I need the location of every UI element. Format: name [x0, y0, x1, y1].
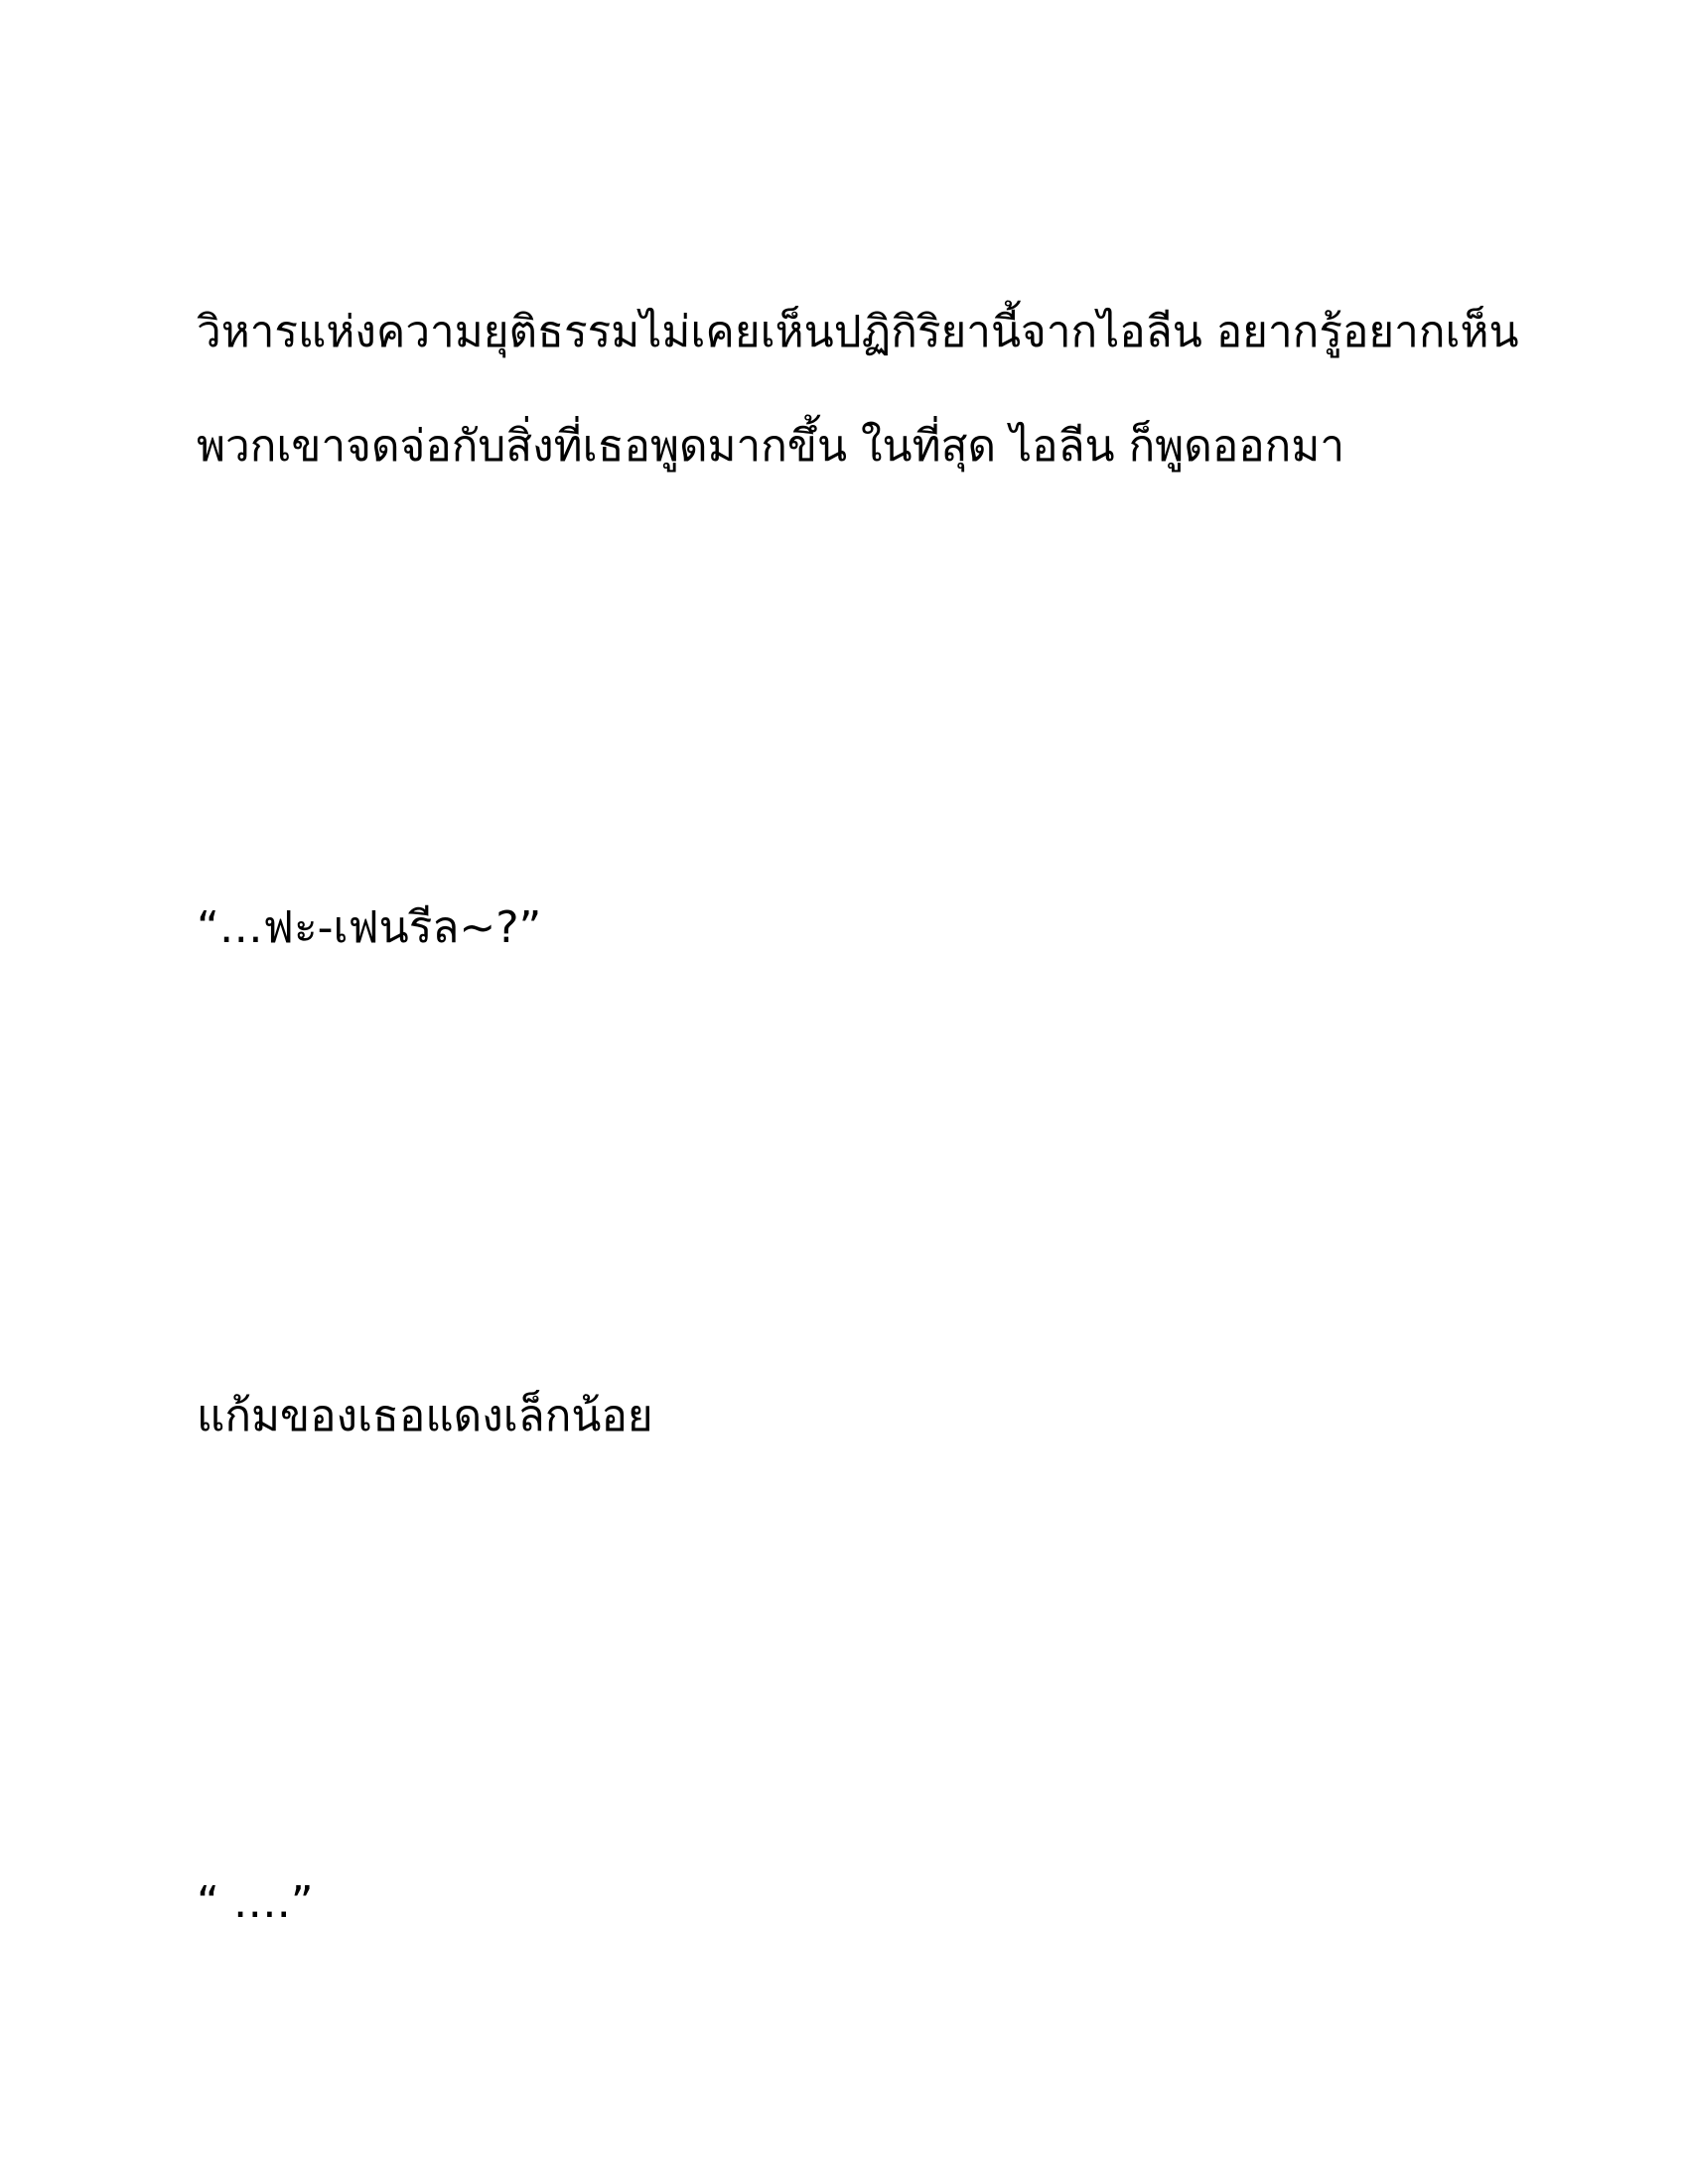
- dialogue-line: “…ฟะ-เฟนรีล~?”: [197, 902, 542, 953]
- dialogue-line: “ ….”: [197, 1877, 314, 1928]
- paragraph-line: พวกเขาจดจ่อกับสิ่งที่เธอพูดมากขึ้น ในที่สุด ไอลีน ก็พูดออกมา: [197, 421, 1345, 472]
- paragraph-line: วิหารแห่งความยุติธรรมไม่เคยเห็นปฏิกิริยานี้จากไอลีน อยากรู้อยากเห็น: [197, 307, 1519, 357]
- narration-line: แก้มของเธอแดงเล็กน้อย: [197, 1391, 653, 1441]
